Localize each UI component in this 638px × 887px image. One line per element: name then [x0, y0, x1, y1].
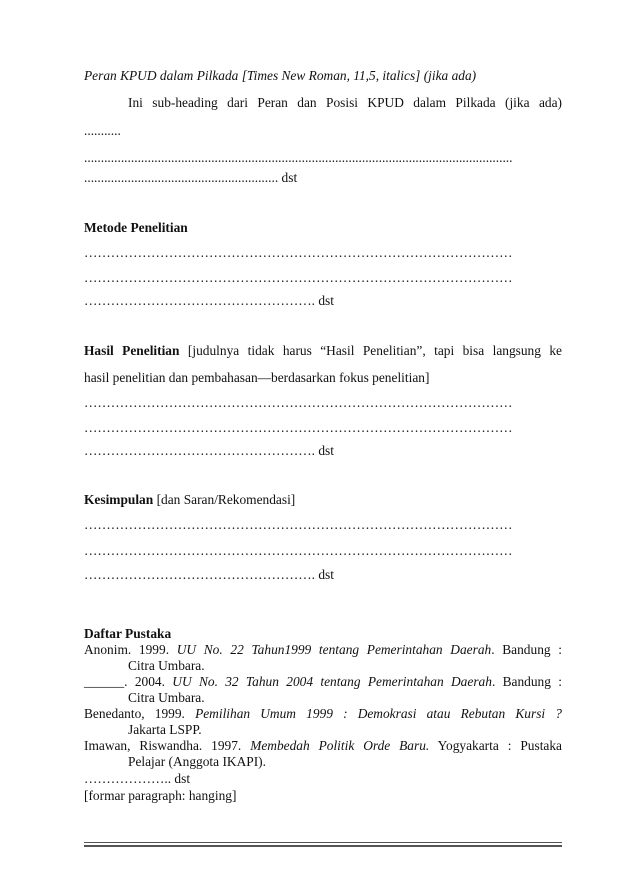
dotted-line-end	[84, 170, 297, 186]
dots: …………………………………………….	[84, 443, 315, 458]
section-heading-metode: Metode Penelitian	[84, 220, 188, 235]
reference-title: UU No. 32 Tahun 2004 tentang Pemerintahan Daerah	[172, 674, 492, 689]
reference-cont-line: Pelajar (Anggota IKAPI).	[128, 754, 266, 769]
heading-note-cont: hasil penelitian dan pembahasan—berdasarkan fokus penelitian]	[84, 370, 430, 385]
reference-cont-line: Citra Umbara.	[128, 658, 205, 673]
dotted-line-end	[84, 293, 334, 309]
dst-label: dst	[318, 293, 334, 308]
paragraph-line: Ini sub-heading dari Peran dan Posisi KPUD dalam Pilkada (jika ada)	[128, 95, 562, 110]
dst-label: dst	[318, 567, 334, 582]
reference-cont-line: Jakarta LSPP.	[128, 722, 202, 737]
dotted-line: ……………………………………………………………………………………	[84, 517, 513, 532]
reference-cont-line: Citra Umbara.	[128, 690, 205, 705]
dotted-line: ……………………………………………………………………………………	[84, 245, 513, 260]
reference-title: Pemilihan Umum 1999 : Demokrasi atau Rebutan Kursi ?	[195, 706, 562, 721]
reference-first-line: Anonim. 1999. UU No. 22 Tahun1999 tentang Pemerintahan Daerah. Bandung :	[84, 642, 562, 657]
dotted-line-end	[84, 567, 334, 583]
dots: …………………………………………….	[84, 567, 315, 582]
reference-first-line: Imawan, Riswandha. 1997. Membedah Politik Orde Baru. Yogyakarta : Pustaka	[84, 738, 562, 753]
dotted-line: ……………………………………………………………………………………	[84, 395, 513, 410]
dotted-line: ................................................................................................................................	[84, 150, 513, 165]
format-note: [formar paragraph: hanging]	[84, 788, 237, 803]
dots: ………………..	[84, 771, 172, 786]
dots: …………………………………………….	[84, 293, 315, 308]
reference-item	[84, 674, 562, 706]
dotted-line-end	[84, 443, 334, 459]
section-heading-peran-kpud: Peran KPUD dalam Pilkada [Times New Roman, 11,5, italics] (jika ada)	[84, 68, 477, 83]
dst-label: dst	[174, 771, 191, 786]
footer-rule-top	[84, 842, 562, 843]
section-heading-hasil	[84, 343, 562, 359]
dotted-line: ……………………………………………………………………………………	[84, 270, 513, 285]
footer-rule-bottom	[84, 845, 562, 847]
reference-end-line	[84, 771, 190, 787]
reference-item	[84, 642, 562, 674]
heading-text: Hasil Penelitian	[84, 343, 180, 358]
section-heading-kesimpulan	[84, 492, 295, 508]
reference-title: UU No. 22 Tahun1999 tentang Pemerintahan Daerah	[176, 642, 492, 657]
dst-label: dst	[281, 170, 298, 185]
dotted-line: ……………………………………………………………………………………	[84, 543, 513, 558]
heading-note: [judulnya tidak harus “Hasil Penelitian”, tapi bisa langsung ke	[187, 343, 562, 358]
reference-first-line: ______. 2004. UU No. 32 Tahun 2004 tentang Pemerintahan Daerah. Bandung :	[84, 674, 562, 689]
reference-item	[84, 738, 562, 770]
section-heading-daftar-pustaka: Daftar Pustaka	[84, 626, 172, 641]
reference-first-line: Benedanto, 1999. Pemilihan Umum 1999 : Demokrasi atau Rebutan Kursi ?	[84, 706, 562, 721]
dotted-line: ……………………………………………………………………………………	[84, 420, 513, 435]
dotted-line: ...........	[84, 123, 121, 138]
heading-note: [dan Saran/Rekomendasi]	[156, 492, 296, 507]
heading-text: Kesimpulan	[84, 492, 154, 507]
dots: ..........................................................	[84, 170, 279, 185]
dst-label: dst	[318, 443, 334, 458]
reference-title: Membedah Politik Orde Baru.	[250, 738, 430, 753]
reference-item	[84, 706, 562, 738]
